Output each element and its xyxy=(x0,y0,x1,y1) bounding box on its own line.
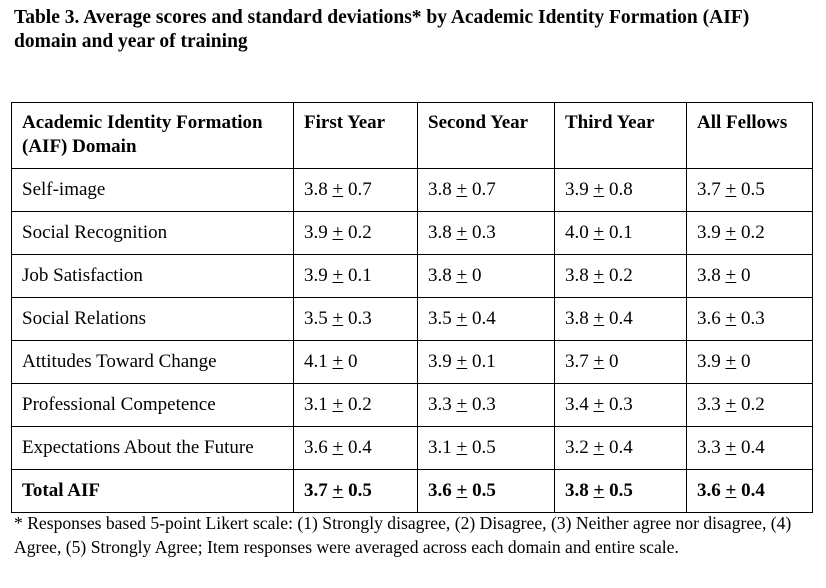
plus-minus-symbol: + xyxy=(332,222,344,243)
sd-value: 0.2 xyxy=(740,222,765,243)
sd-value: 0.3 xyxy=(347,308,372,329)
column-header-domain: Academic Identity Formation (AIF) Domain xyxy=(12,103,294,169)
plus-minus-symbol: + xyxy=(332,480,344,501)
column-header-all-fellows: All Fellows xyxy=(687,103,813,169)
plus-minus-symbol: + xyxy=(725,222,737,243)
mean-value: 3.8 xyxy=(428,179,452,200)
sd-value: 0.2 xyxy=(608,265,633,286)
mean-value: 3.6 xyxy=(304,437,328,458)
mean-value: 3.1 xyxy=(428,437,452,458)
score-cell-third-year xyxy=(555,298,687,341)
score-cell-all-fellows xyxy=(687,470,813,513)
score-cell-first-year xyxy=(294,427,418,470)
mean-value: 3.6 xyxy=(428,480,452,501)
sd-value: 0.5 xyxy=(740,179,765,200)
plus-minus-symbol: + xyxy=(332,308,344,329)
mean-value: 3.5 xyxy=(304,308,328,329)
domain-cell: Attitudes Toward Change xyxy=(12,341,294,384)
mean-value: 3.6 xyxy=(697,308,721,329)
sd-value: 0.7 xyxy=(347,179,372,200)
plus-minus-symbol: + xyxy=(456,351,468,372)
domain-cell: Professional Competence xyxy=(12,384,294,427)
sd-value: 0 xyxy=(608,351,619,372)
sd-value: 0.3 xyxy=(740,308,765,329)
mean-value: 3.9 xyxy=(304,222,328,243)
sd-value: 0.1 xyxy=(471,351,496,372)
score-cell-third-year xyxy=(555,470,687,513)
table-row xyxy=(12,298,813,341)
mean-value: 3.3 xyxy=(697,394,721,415)
table-caption: Table 3. Average scores and standard deviations* by Academic Identity Formation (AIF) domain and year of training xyxy=(14,7,750,52)
score-cell-third-year xyxy=(555,341,687,384)
plus-minus-symbol: + xyxy=(456,480,468,501)
plus-minus-symbol: + xyxy=(456,437,468,458)
plus-minus-symbol: + xyxy=(332,394,344,415)
mean-value: 3.7 xyxy=(304,480,328,501)
mean-value: 3.3 xyxy=(428,394,452,415)
table-row xyxy=(12,212,813,255)
sd-value: 0.1 xyxy=(347,265,372,286)
sd-value: 0.4 xyxy=(471,308,496,329)
score-cell-second-year xyxy=(418,169,555,212)
sd-value: 0.5 xyxy=(472,480,496,501)
mean-value: 3.8 xyxy=(697,265,721,286)
plus-minus-symbol: + xyxy=(725,308,737,329)
score-cell-third-year xyxy=(555,255,687,298)
score-cell-all-fellows xyxy=(687,427,813,470)
plus-minus-symbol: + xyxy=(593,394,605,415)
score-cell-all-fellows xyxy=(687,212,813,255)
score-cell-first-year xyxy=(294,255,418,298)
table-row xyxy=(12,427,813,470)
sd-value: 0.4 xyxy=(740,437,765,458)
plus-minus-symbol: + xyxy=(332,265,344,286)
sd-value: 0.4 xyxy=(608,308,633,329)
mean-value: 3.4 xyxy=(565,394,589,415)
mean-value: 3.1 xyxy=(304,394,328,415)
sd-value: 0.3 xyxy=(471,394,496,415)
plus-minus-symbol: + xyxy=(593,437,605,458)
plus-minus-symbol: + xyxy=(593,480,605,501)
mean-value: 3.6 xyxy=(697,480,721,501)
table-footnote: * Responses based 5-point Likert scale: (1) Strongly disagree, (2) Disagree, (3) Neither agree nor disagree, (4) Agree, (5) Strongly Agree; Item responses were averaged across each domain and entire scale. xyxy=(14,513,792,557)
plus-minus-symbol: + xyxy=(456,222,468,243)
column-header-second-year: Second Year xyxy=(418,103,555,169)
mean-value: 3.9 xyxy=(428,351,452,372)
domain-cell: Job Satisfaction xyxy=(12,255,294,298)
sd-value: 0.1 xyxy=(608,222,633,243)
mean-value: 3.5 xyxy=(428,308,452,329)
sd-value: 0.3 xyxy=(471,222,496,243)
score-cell-all-fellows xyxy=(687,298,813,341)
domain-cell: Social Recognition xyxy=(12,212,294,255)
table-row xyxy=(12,341,813,384)
mean-value: 4.0 xyxy=(565,222,589,243)
score-cell-first-year xyxy=(294,470,418,513)
score-cell-first-year xyxy=(294,298,418,341)
sd-value: 0.5 xyxy=(471,437,496,458)
plus-minus-symbol: + xyxy=(725,437,737,458)
sd-value: 0.4 xyxy=(608,437,633,458)
score-cell-all-fellows xyxy=(687,255,813,298)
mean-value: 3.7 xyxy=(697,179,721,200)
sd-value: 0.5 xyxy=(348,480,372,501)
table-row xyxy=(12,169,813,212)
mean-value: 3.8 xyxy=(565,265,589,286)
score-cell-second-year xyxy=(418,470,555,513)
sd-value: 0 xyxy=(471,265,482,286)
score-cell-second-year xyxy=(418,341,555,384)
plus-minus-symbol: + xyxy=(593,265,605,286)
score-cell-first-year xyxy=(294,169,418,212)
score-cell-second-year xyxy=(418,384,555,427)
plus-minus-symbol: + xyxy=(593,179,605,200)
table-row xyxy=(12,255,813,298)
mean-value: 3.8 xyxy=(565,480,589,501)
sd-value: 0 xyxy=(347,351,358,372)
sd-value: 0.4 xyxy=(347,437,372,458)
plus-minus-symbol: + xyxy=(593,351,605,372)
score-cell-all-fellows xyxy=(687,384,813,427)
score-cell-third-year xyxy=(555,384,687,427)
plus-minus-symbol: + xyxy=(332,437,344,458)
plus-minus-symbol: + xyxy=(332,351,344,372)
sd-value: 0.5 xyxy=(609,480,633,501)
total-row xyxy=(12,470,813,513)
mean-value: 3.8 xyxy=(428,265,452,286)
plus-minus-symbol: + xyxy=(456,394,468,415)
score-cell-first-year xyxy=(294,384,418,427)
mean-value: 3.9 xyxy=(697,222,721,243)
score-cell-all-fellows xyxy=(687,169,813,212)
domain-cell: Self-image xyxy=(12,169,294,212)
mean-value: 3.7 xyxy=(565,351,589,372)
sd-value: 0.8 xyxy=(608,179,633,200)
plus-minus-symbol: + xyxy=(593,308,605,329)
score-cell-second-year xyxy=(418,255,555,298)
sd-value: 0.2 xyxy=(347,222,372,243)
mean-value: 3.9 xyxy=(565,179,589,200)
mean-value: 4.1 xyxy=(304,351,328,372)
plus-minus-symbol: + xyxy=(725,394,737,415)
plus-minus-symbol: + xyxy=(456,308,468,329)
aif-scores-table xyxy=(11,102,813,513)
header-row xyxy=(12,103,813,169)
sd-value: 0 xyxy=(740,265,751,286)
table-body xyxy=(12,169,813,513)
mean-value: 3.3 xyxy=(697,437,721,458)
score-cell-first-year xyxy=(294,341,418,384)
plus-minus-symbol: + xyxy=(593,222,605,243)
column-header-third-year: Third Year xyxy=(555,103,687,169)
sd-value: 0.2 xyxy=(740,394,765,415)
score-cell-third-year xyxy=(555,169,687,212)
score-cell-second-year xyxy=(418,427,555,470)
sd-value: 0.7 xyxy=(471,179,496,200)
domain-cell: Total AIF xyxy=(12,470,294,513)
score-cell-second-year xyxy=(418,212,555,255)
score-cell-first-year xyxy=(294,212,418,255)
mean-value: 3.9 xyxy=(304,265,328,286)
plus-minus-symbol: + xyxy=(725,480,737,501)
plus-minus-symbol: + xyxy=(332,179,344,200)
domain-cell: Expectations About the Future xyxy=(12,427,294,470)
plus-minus-symbol: + xyxy=(725,179,737,200)
mean-value: 3.2 xyxy=(565,437,589,458)
column-header-first-year: First Year xyxy=(294,103,418,169)
domain-cell: Social Relations xyxy=(12,298,294,341)
mean-value: 3.9 xyxy=(697,351,721,372)
plus-minus-symbol: + xyxy=(725,351,737,372)
plus-minus-symbol: + xyxy=(456,265,468,286)
score-cell-third-year xyxy=(555,212,687,255)
score-cell-second-year xyxy=(418,298,555,341)
plus-minus-symbol: + xyxy=(725,265,737,286)
sd-value: 0.2 xyxy=(347,394,372,415)
mean-value: 3.8 xyxy=(304,179,328,200)
sd-value: 0 xyxy=(740,351,751,372)
score-cell-third-year xyxy=(555,427,687,470)
sd-value: 0.3 xyxy=(608,394,633,415)
table-row xyxy=(12,384,813,427)
plus-minus-symbol: + xyxy=(456,179,468,200)
sd-value: 0.4 xyxy=(741,480,765,501)
mean-value: 3.8 xyxy=(565,308,589,329)
mean-value: 3.8 xyxy=(428,222,452,243)
score-cell-all-fellows xyxy=(687,341,813,384)
